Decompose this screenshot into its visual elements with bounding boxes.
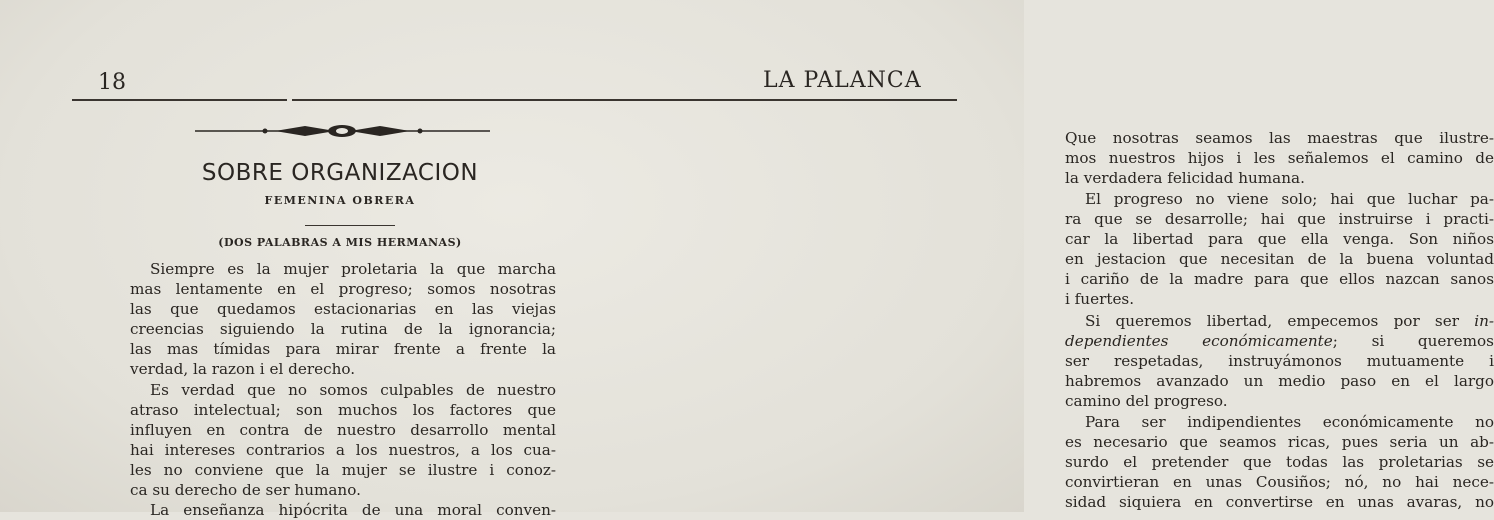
text-line: ser respetadas, instruyámonos mutuamente i xyxy=(1065,352,1494,370)
italic-segment: in- xyxy=(1474,312,1494,330)
text-line: en jestacion que necesitan de la buena voluntad xyxy=(1065,250,1494,268)
text-line: convirtieran en unas Cousiños; nó, no hai nece- xyxy=(1065,473,1494,491)
journal-title: LA PALANCA xyxy=(763,68,922,93)
text-line: i fuertes. xyxy=(1065,290,1135,308)
header-rule-left xyxy=(72,99,287,101)
text-line: camino del progreso. xyxy=(1065,392,1228,410)
text-line: La enseñanza hipócrita de una moral conven- xyxy=(150,501,556,519)
article-dedication: (DOS PALABRAS A MIS HERMANAS) xyxy=(218,236,462,249)
text-line: ca su derecho de ser humano. xyxy=(130,481,361,499)
text-line-mixed xyxy=(1065,331,1494,351)
italic-segment: dependientes económicamente xyxy=(1065,332,1333,350)
article-subtitle: FEMENINA OBRERA xyxy=(264,194,416,207)
text-line: Que nosotras seamos las maestras que ilustre- xyxy=(1065,129,1494,147)
text-line: mas lentamente en el progreso; somos nosotras xyxy=(130,280,556,298)
header-rule-right xyxy=(292,99,957,101)
text-line-mixed xyxy=(1065,311,1494,331)
title-rule xyxy=(305,225,395,226)
text-line: verdad, la razon i el derecho. xyxy=(130,360,356,378)
text-line: hai intereses contrarios a los nuestros, a los cua- xyxy=(130,441,556,459)
page-number: 18 xyxy=(98,70,126,95)
text-line: El progreso no viene solo; hai que luchar pa- xyxy=(1085,190,1494,208)
text-line: las que quedamos estacionarias en las viejas xyxy=(130,300,556,318)
article-title: SOBRE ORGANIZACION xyxy=(201,160,479,186)
text-line: surdo el pretender que todas las proletarias se xyxy=(1065,453,1494,471)
text-line: creencias siguiendo la rutina de la ignorancia; xyxy=(130,320,556,338)
text-line: es necesario que seamos ricas, pues seria un ab- xyxy=(1065,433,1494,451)
text-line: atraso intelectual; son muchos los factores que xyxy=(130,401,556,419)
text-line: mos nuestros hijos i les señalemos el camino de xyxy=(1065,149,1494,167)
text-line: Siempre es la mujer proletaria la que marcha xyxy=(150,260,556,278)
ornament-divider-icon xyxy=(195,122,490,140)
text-line: ra que se desarrolle; hai que instruirse i practi- xyxy=(1065,210,1494,228)
text-line: i cariño de la madre para que ellos nazcan sanos xyxy=(1065,270,1494,288)
text-line: Es verdad que no somos culpables de nuestro xyxy=(150,381,556,399)
text-line: la verdadera felicidad humana. xyxy=(1065,169,1305,187)
text-segment: ; si queremos xyxy=(1332,332,1494,350)
text-line: car la libertad para que ella venga. Son niños xyxy=(1065,230,1494,248)
text-line: las mas tímidas para mirar frente a frente la xyxy=(130,340,556,358)
text-line: influyen en contra de nuestro desarrollo mental xyxy=(130,421,556,439)
text-segment: Si queremos libertad, empecemos por ser xyxy=(1085,312,1475,330)
text-line: habremos avanzado un medio paso en el largo xyxy=(1065,372,1494,390)
text-line: sidad siquiera en convertirse en unas avaras, no xyxy=(1065,493,1494,511)
text-line: Para ser indipendientes económicamente no xyxy=(1085,413,1494,431)
text-line: les no conviene que la mujer se ilustre i conoz- xyxy=(130,461,556,479)
